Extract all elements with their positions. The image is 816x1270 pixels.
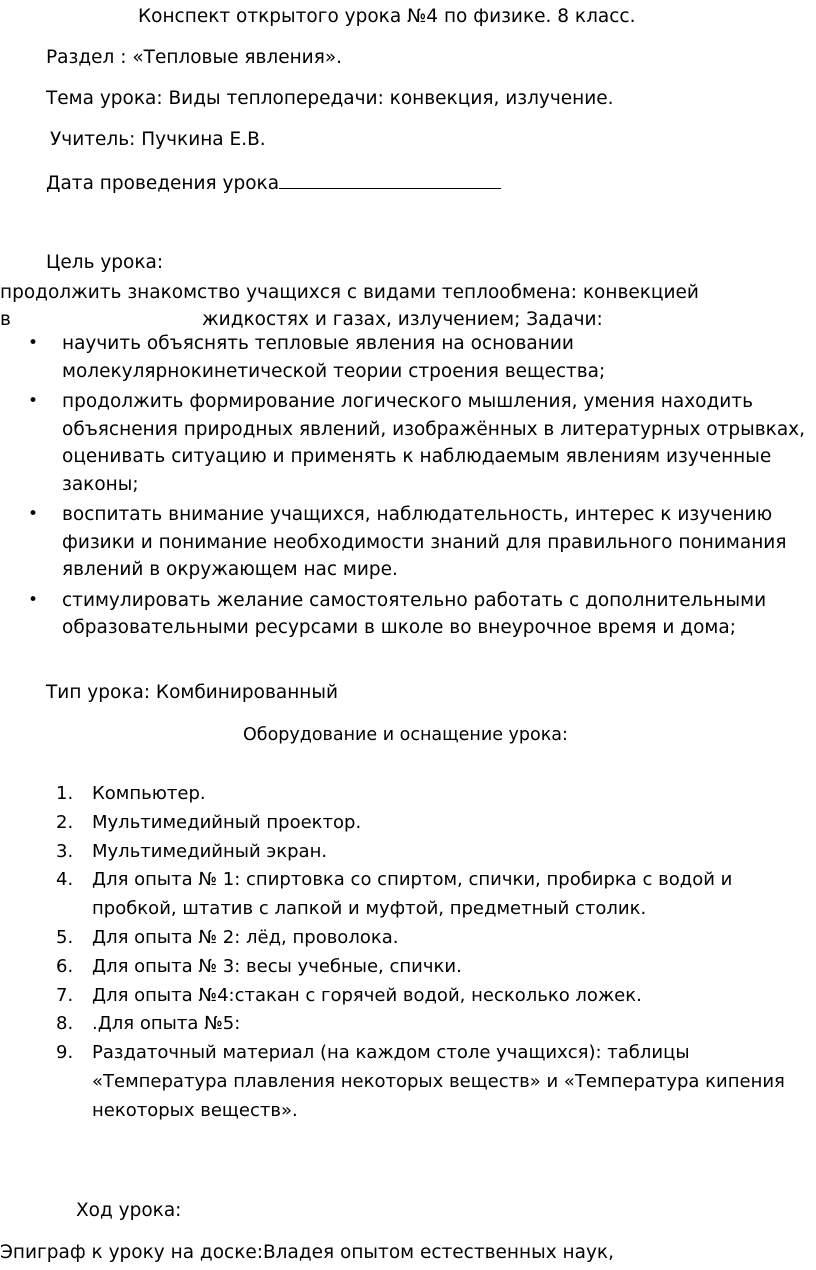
list-item: [56, 809, 816, 838]
task-text: научить объяснять тепловые явления на основании молекулярнокинетической теории строения вещества;: [62, 333, 606, 382]
goal-text-line-2a: в: [0, 309, 11, 330]
item-text: Для опыта № 2: лёд, проволока.: [92, 926, 399, 948]
bullet-icon: •: [28, 333, 39, 353]
bullet-icon: •: [28, 589, 39, 610]
bullet-icon: •: [28, 504, 39, 524]
lesson-type: Тип урока: Комбинированный: [46, 682, 339, 703]
topic-line: Тема урока: Виды теплопередачи: конвекция, излучение.: [46, 88, 614, 109]
item-text: .Для опыта №5:: [92, 1013, 241, 1035]
task-text: продолжить формирование логического мышления, умения находить объяснения природных явлений, изображённых в литературных отрывках, оценивать ситуацию и применять к наблюдаемым явлениям изученные законы;: [62, 391, 805, 495]
item-number: 7.: [56, 984, 74, 1006]
date-label: Дата проведения урока: [46, 173, 280, 194]
list-item: [56, 924, 816, 953]
list-item: [56, 780, 816, 809]
item-number: 2.: [56, 811, 74, 833]
goal-heading: Цель урока:: [46, 252, 164, 273]
list-item: [56, 866, 816, 924]
list-item: [28, 388, 816, 498]
item-text: Компьютер.: [92, 783, 206, 804]
item-number: 5.: [56, 926, 74, 948]
task-text: стимулировать желание самостоятельно работать с дополнительными образовательными ресурсами в школе во внеурочное время и дома;: [62, 589, 767, 638]
teacher-line: Учитель: Пучкина Е.В.: [50, 129, 266, 150]
epigraph-line: Эпиграф к уроку на доске:Владея опытом естественных наук,: [0, 1242, 614, 1263]
list-item: [56, 982, 816, 1011]
item-number: 3.: [56, 840, 74, 862]
item-number: 9.: [56, 1042, 74, 1064]
goal-text-line-1: продолжить знакомство учащихся с видами теплообмена: конвекцией: [0, 282, 699, 303]
equipment-list: [56, 780, 816, 1126]
equipment-heading: Оборудование и оснащение урока:: [243, 725, 568, 745]
list-item: [56, 838, 816, 867]
item-text: Для опыта № 1: спиртовка со спиртом, спички, пробирка с водой и пробкой, штатив с лапкой и муфтой, предметный столик.: [92, 869, 733, 920]
list-item: [28, 501, 816, 584]
item-number: 4.: [56, 869, 74, 891]
item-text: Раздаточный материал (на каждом столе учащихся): таблицы «Температура плавления некоторых веществ» и «Температура кипения некоторых веществ».: [92, 1042, 785, 1121]
goal-text-line-2b: жидкостях и газах, излучением; Задачи:: [202, 309, 603, 330]
list-item: [56, 953, 816, 982]
item-text: Для опыта №4:стакан с горячей водой, несколько ложек.: [92, 984, 642, 1006]
lesson-progress-heading: Ход урока:: [76, 1200, 182, 1221]
list-item: [56, 1010, 816, 1039]
item-text: Мультимедийный проектор.: [92, 811, 362, 833]
document-title: Конспект открытого урока №4 по физике. 8 класс.: [138, 6, 636, 27]
bullet-icon: •: [28, 391, 39, 411]
section-line: Раздел : «Тепловые явления».: [46, 47, 343, 68]
task-text: воспитать внимание учащихся, наблюдательность, интерес к изучению физики и понимание необходимости знаний для правильного понимания явлений в окружающем нас мире.: [62, 504, 787, 580]
item-text: Мультимедийный экран.: [92, 840, 328, 862]
list-item: [56, 1039, 816, 1125]
list-item: [28, 587, 816, 642]
date-line: [46, 168, 501, 197]
item-number: 8.: [56, 1013, 74, 1035]
item-number: 1.: [56, 783, 74, 804]
date-blank: [279, 168, 501, 189]
tasks-list: [28, 330, 816, 642]
item-text: Для опыта № 3: весы учебные, спички.: [92, 955, 462, 977]
item-number: 6.: [56, 955, 74, 977]
list-item: [28, 330, 816, 385]
